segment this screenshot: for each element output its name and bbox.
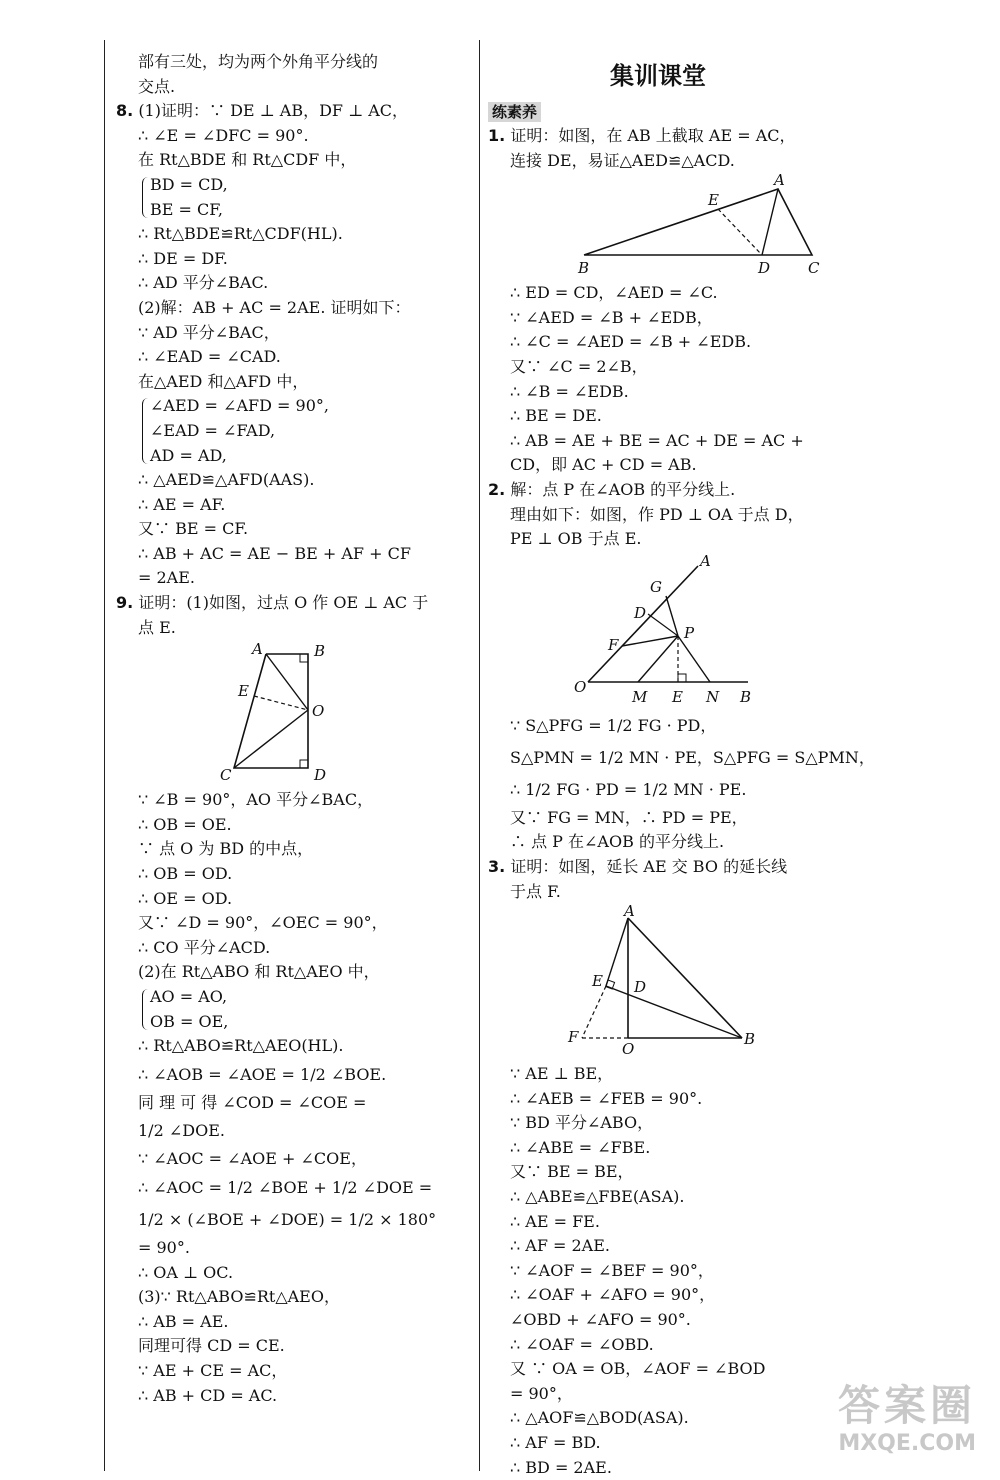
text-line (116, 271, 456, 296)
equation-line: BD = CD, (150, 174, 228, 194)
fig1-label-C: C (808, 259, 820, 278)
line-text: ∴ ∠AOC = 1/2 ∠BOE + 1/2 ∠DOE = (138, 1177, 433, 1197)
line-text: (3)∵ Rt△ABO≌Rt△AEO， (138, 1287, 340, 1307)
problem-number: 2. (488, 479, 506, 499)
text-line (488, 306, 828, 331)
line-text: ∴ CO 平分∠ACD. (138, 937, 271, 957)
line-text: 点 E. (138, 617, 176, 637)
line-text: ∴ ∠E = ∠DFC = 90°. (138, 125, 309, 145)
line-text: ∴ AE = AF. (138, 494, 226, 514)
text-line (488, 1087, 828, 1112)
fig3-label-E: E (592, 972, 603, 991)
line-text: ∵ ∠AOF = ∠BEF = 90°， (510, 1260, 714, 1280)
section-tag: 练素养 (488, 102, 541, 122)
fig3-label-B: B (744, 1030, 756, 1049)
line-text: 交点. (138, 76, 176, 96)
line-text: ∴ AB = AE + BE = AC + DE = AC + (510, 430, 804, 450)
text-line (116, 124, 456, 149)
fig2-label-F: F (608, 635, 619, 654)
brace-system (116, 173, 456, 222)
fig1-label-B: B (578, 259, 590, 278)
watermark (776, 1381, 976, 1461)
text-line (116, 1172, 456, 1204)
text-line (116, 517, 456, 542)
line-text: 又 ∵ OA = OB，∠AOF = ∠BOD (510, 1359, 766, 1379)
text-line (116, 813, 456, 838)
equation-line: AD = AD, (150, 445, 227, 465)
text-line (116, 960, 456, 985)
equation-line: OB = OE, (150, 1011, 229, 1031)
fig9-label-E: E (238, 682, 249, 701)
fig2-label-N: N (706, 687, 720, 706)
brace-system (116, 985, 456, 1034)
fig2-label-A: A (700, 551, 711, 570)
line-text: 解：点 P 在∠AOB 的平分线上. (510, 479, 736, 499)
text-line (488, 453, 828, 478)
line-text: 证明：(1)如图，过点 O 作 OE ⊥ AC 于 (138, 593, 429, 613)
fig3-label-A: A (624, 902, 635, 921)
figure-1-diagram (568, 171, 820, 278)
line-text: ∴ AB = AE. (138, 1311, 229, 1331)
text-line (488, 830, 828, 855)
right-column (488, 50, 875, 1480)
line-text: ∴ BE = DE. (510, 406, 602, 426)
text-line (488, 742, 875, 774)
problem-number: 3. (488, 856, 506, 876)
line-text: ∴ ∠C = ∠AED = ∠B + ∠EDB. (510, 332, 752, 352)
text-line (116, 887, 456, 912)
section-tag-row (488, 102, 828, 124)
fig9-label-A: A (252, 640, 263, 659)
line-text: 又∵ FG = MN，∴ PD = PE， (510, 807, 748, 827)
line-text: = 90°， (510, 1383, 573, 1403)
line-text: ∴ ∠OAF + ∠AFO = 90°， (510, 1285, 716, 1305)
text-line (116, 1034, 456, 1059)
section-heading: 集训课堂 (610, 62, 706, 90)
line-text: 于点 F. (510, 881, 561, 901)
text-line (488, 880, 828, 905)
line-text: ∵ BD 平分∠ABO， (510, 1113, 654, 1133)
line-text: ∴ OA ⊥ OC. (138, 1262, 234, 1282)
figure-3-diagram (558, 902, 818, 1059)
text-line (488, 1160, 828, 1185)
line-text: = 2AE. (138, 568, 195, 588)
equation-line: AO = AO, (150, 987, 228, 1006)
line-text: (2)解：AB + AC = 2AE. 证明如下： (138, 297, 411, 317)
line-text: ∴ OB = OD. (138, 864, 233, 884)
line-text: 又∵ BE = CF. (138, 519, 249, 539)
line-text: ∵ ∠B = 90°，AO 平分∠BAC， (138, 790, 374, 810)
fig9-label-O: O (312, 702, 325, 721)
watermark-logo: 答案圈 (837, 1381, 976, 1430)
problem-number: 8. (116, 101, 134, 121)
text-line (116, 222, 456, 247)
line-text: ∴ ∠AOB = ∠AOE = 1/2 ∠BOE. (138, 1064, 387, 1084)
fig2-label-B: B (740, 687, 752, 706)
line-text: 又∵ BE = BE， (510, 1162, 634, 1182)
line-text: 同 理 可 得 ∠COD = ∠COE = (138, 1092, 367, 1112)
watermark-url: MXQE.COM (838, 1431, 976, 1456)
fig1-label-E: E (708, 191, 719, 210)
line-text: 连接 DE，易证△AED≌△ACD. (510, 150, 735, 170)
text-line (488, 1259, 828, 1284)
line-text: ∵ ∠AED = ∠B + ∠EDB， (510, 307, 713, 327)
line-text: = 90°. (138, 1237, 190, 1257)
column-divider (479, 40, 480, 1471)
line-text: 证明：如图，在 AB 上截取 AE = AC， (510, 126, 796, 145)
text-line (116, 75, 456, 100)
text-line (116, 936, 456, 961)
line-text: 同理可得 CD = CE. (138, 1336, 285, 1356)
line-text: ∴ Rt△BDE≌Rt△CDF(HL). (138, 224, 343, 244)
line-text: (2)在 Rt△ABO 和 Rt△AEO 中， (138, 962, 380, 982)
line-text: ∵ 点 O 为 BD 的中点， (138, 839, 314, 859)
text-line (116, 788, 456, 813)
line-text: S△PMN = 1/2 MN · PE，S△PFG = S△PMN， (510, 747, 875, 767)
text-line (116, 1091, 456, 1116)
line-text: ∴ △AED≌△AFD(AAS). (138, 470, 315, 490)
line-text: ∵ AE + CE = AC， (138, 1360, 288, 1380)
text-line (116, 1115, 456, 1147)
text-line (488, 1308, 828, 1333)
fig1-label-D: D (758, 259, 771, 278)
text-line (116, 493, 456, 518)
text-line (116, 862, 456, 887)
line-text: ∵ ∠AOC = ∠AOE + ∠COE， (138, 1149, 367, 1169)
line-text: 又∵ ∠C = 2∠B， (510, 356, 648, 376)
text-line (488, 1357, 828, 1382)
text-line (488, 1283, 828, 1308)
line-text: ∴ △ABE≌△FBE(ASA). (510, 1187, 685, 1207)
problem-number: 9. (116, 593, 134, 613)
text-line (116, 1384, 456, 1409)
line-text: ∴ ∠ABE = ∠FBE. (510, 1137, 651, 1157)
line-text: ∴ ∠AEB = ∠FEB = 90°. (510, 1088, 703, 1108)
text-line (488, 503, 828, 528)
line-text: 1/2 ∠DOE. (138, 1121, 225, 1141)
text-line (488, 1333, 828, 1358)
text-line (116, 247, 456, 272)
text-line (116, 911, 456, 936)
text-line (488, 1185, 828, 1210)
text-line (116, 1236, 456, 1261)
line-text: 在 Rt△BDE 和 Rt△CDF 中， (138, 150, 357, 170)
fig1-label-A: A (774, 171, 785, 190)
equation-line: ∠AED = ∠AFD = 90°, (150, 396, 329, 416)
text-line (116, 148, 456, 173)
text-line (488, 527, 828, 552)
figure-9-diagram (216, 640, 446, 785)
line-text: 在△AED 和△AFD 中， (138, 371, 309, 391)
text-line (116, 1204, 456, 1236)
text-line (488, 149, 828, 174)
text-line (116, 370, 456, 395)
text-line (116, 1310, 456, 1335)
text-line (116, 345, 456, 370)
fig9-label-B: B (314, 642, 326, 661)
line-text: ∴ ∠B = ∠EDB. (510, 381, 629, 401)
text-line (488, 1234, 828, 1259)
line-text: PE ⊥ OB 于点 E. (510, 529, 642, 549)
line-text: ∵ S△PFG = 1/2 FG · PD， (510, 715, 717, 735)
text-line (488, 1062, 828, 1087)
right-column-body (488, 124, 875, 1480)
fig2-label-M: M (632, 687, 648, 706)
brace-system (116, 394, 456, 468)
line-text: ∴ AB + AC = AE − BE + AF + CF (138, 543, 411, 563)
line-text: (1)证明：∵ DE ⊥ AB，DF ⊥ AC， (138, 101, 409, 121)
problem-start-line (488, 124, 828, 149)
fig9-label-D: D (314, 766, 327, 785)
line-text: ∴ AF = BD. (510, 1433, 601, 1452)
line-text: ∴ OE = OD. (138, 888, 233, 908)
text-line (116, 616, 456, 641)
line-text: ∴ 1/2 FG · PD = 1/2 MN · PE. (510, 779, 747, 799)
fig9-label-C: C (220, 766, 232, 785)
fig3-label-O: O (622, 1040, 635, 1059)
text-line (116, 1147, 456, 1172)
text-line (488, 380, 828, 405)
problem-number: 1. (488, 126, 506, 145)
line-text: ∴ ∠EAD = ∠CAD. (138, 347, 281, 367)
text-line (488, 355, 828, 380)
fig2-label-O: O (574, 677, 587, 696)
line-text: ∴ BD = 2AE. (510, 1457, 612, 1477)
problem-start-line (116, 591, 456, 616)
fig2-label-D: D (634, 603, 647, 622)
equation-line: ∠EAD = ∠FAD, (150, 420, 276, 440)
line-text: 理由如下：如图，作 PD ⊥ OA 于点 D， (510, 504, 804, 524)
text-line (116, 1359, 456, 1384)
line-text: ∵ AE ⊥ BE， (510, 1064, 614, 1084)
text-line (116, 542, 456, 567)
problem-start-line (116, 99, 456, 124)
text-line (488, 281, 828, 306)
line-text: ∴ ED = CD，∠AED = ∠C. (510, 283, 718, 303)
text-line (488, 1136, 828, 1161)
text-line (488, 330, 828, 355)
line-text: 部有三处，均为两个外角平分线的 (138, 52, 379, 71)
left-column (116, 50, 456, 1408)
text-line (116, 468, 456, 493)
text-line (116, 321, 456, 346)
text-line (116, 50, 456, 75)
text-line (488, 1111, 828, 1136)
line-text: ∴ AF = 2AE. (510, 1236, 610, 1256)
fig3-label-F: F (568, 1028, 579, 1047)
text-line (116, 1261, 456, 1286)
left-margin-rule (104, 40, 105, 1471)
line-text: 1/2 × (∠BOE + ∠DOE) = 1/2 × 180° (138, 1209, 437, 1229)
equation-line: BE = CF, (150, 199, 223, 219)
figure-2-diagram (498, 551, 798, 706)
text-line (488, 806, 828, 831)
fig3-label-D: D (634, 978, 647, 997)
line-text: 又∵ ∠D = 90°，∠OEC = 90°， (138, 913, 388, 933)
text-line (488, 774, 828, 806)
text-line (116, 296, 456, 321)
line-text: ∠OBD + ∠AFO = 90°. (510, 1310, 691, 1330)
line-text: ∴ Rt△ABO≌Rt△AEO(HL). (138, 1036, 344, 1056)
text-line (488, 710, 828, 742)
line-text: ∴ ∠OAF = ∠OBD. (510, 1334, 654, 1354)
text-line (488, 1210, 828, 1235)
problem-start-line (488, 855, 828, 880)
line-text: ∵ AD 平分∠BAC， (138, 322, 280, 342)
text-line (116, 566, 456, 591)
fig2-label-E: E (672, 687, 683, 706)
text-line (116, 1285, 456, 1310)
text-line (488, 429, 828, 454)
line-text: ∴ OB = OE. (138, 814, 232, 834)
text-line (116, 837, 456, 862)
line-text: ∴ AB + CD = AC. (138, 1385, 278, 1405)
fig2-label-P: P (684, 623, 695, 642)
line-text: CD，即 AC + CD = AB. (510, 455, 697, 475)
line-text: ∴ AD 平分∠BAC. (138, 273, 269, 293)
line-text: ∴ 点 P 在∠AOB 的平分线上. (510, 832, 725, 852)
line-text: 证明：如图，延长 AE 交 BO 的延长线 (510, 856, 788, 876)
text-line (116, 1059, 456, 1091)
text-line (116, 1334, 456, 1359)
line-text: ∴ AE = FE. (510, 1211, 600, 1231)
line-text: ∴ △AOF≌△BOD(ASA). (510, 1408, 689, 1428)
fig2-label-G: G (650, 577, 662, 596)
text-line (488, 404, 828, 429)
problem-start-line (488, 478, 828, 503)
line-text: ∴ DE = DF. (138, 248, 228, 268)
